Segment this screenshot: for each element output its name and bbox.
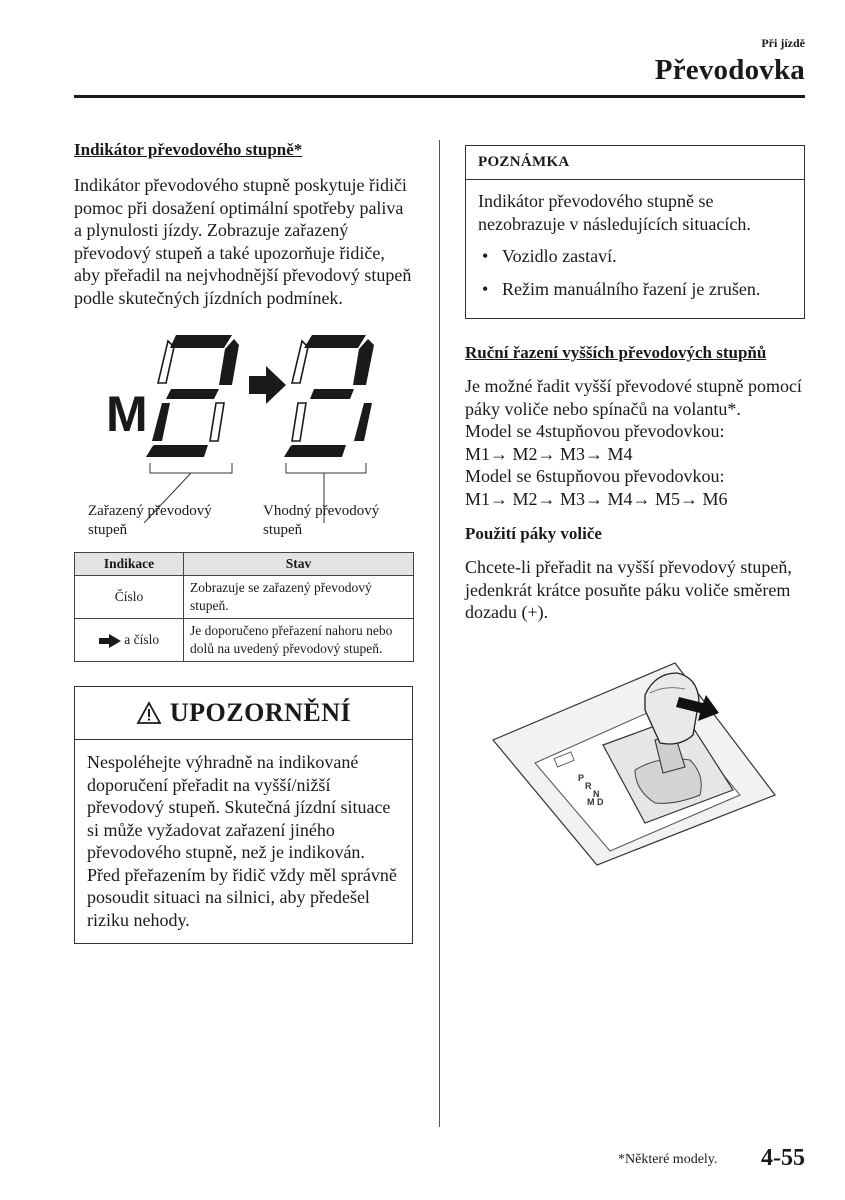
indicator-text: Indikátor převodového stupně poskytuje řidiči pomoc při dosažení optimální spotřeby paliva a plynulosti jízdy. Zobrazuje zařazený převodový stupeň a také upozorňuje řidiče, aby přeřadil na nejvhodnější převodový stupeň podle skutečných jízdních podmínek. <box>74 175 412 308</box>
section-label: Při jízdě <box>761 36 805 50</box>
note-bullets <box>478 245 792 300</box>
mode-letter: M <box>106 386 148 442</box>
table-row <box>75 576 414 619</box>
bracket-suggested <box>286 463 366 473</box>
table-cell-indication <box>75 619 184 662</box>
caption-current <box>88 502 212 540</box>
table-row <box>75 619 414 662</box>
manual-shift-text: Je možné řadit vyšší převodové stupně pomocí páky voliče nebo spínačů na volantu*. <box>465 376 802 419</box>
table-cell-state: Zobrazuje se zařazený převodový stupeň. <box>184 576 414 619</box>
indication-number-text: a číslo <box>124 632 160 647</box>
page-number: 4-55 <box>761 1145 805 1171</box>
caption-current-line1: Zařazený převodový <box>88 503 212 519</box>
list-item: • Režim manuálního řazení je zrušen. <box>478 278 792 301</box>
caption-suggested <box>263 502 379 540</box>
model4-sequence: M1→ M2→ M3→ M4 <box>465 443 633 464</box>
suggested-gear-digit <box>284 335 374 457</box>
warning-box <box>74 686 413 944</box>
indicator-heading: Indikátor převodového stupně* <box>74 140 303 159</box>
model6-sequence: M1→ M2→ M3→ M4→ M5→ M6 <box>465 488 728 509</box>
caption-current-line2: stupeň <box>88 522 128 538</box>
model6-label: Model se 6stupňovou převodovkou: <box>465 466 725 486</box>
indicator-table <box>74 552 414 662</box>
title-rule <box>74 95 805 98</box>
manual-shift-heading: Ruční řazení vyšších převodových stupňů <box>465 343 767 362</box>
bracket-current <box>150 463 232 473</box>
gear-indicator-figure <box>74 323 414 528</box>
right-column <box>465 145 805 624</box>
note-box <box>465 145 805 319</box>
table-header-state: Stav <box>184 553 414 576</box>
note-body <box>466 180 804 318</box>
figure-captions <box>74 502 414 546</box>
caption-suggested-line2: stupeň <box>263 522 303 538</box>
page-title: Převodovka <box>654 54 805 86</box>
gate-label-d: D <box>597 797 604 807</box>
footnote: *Některé modely. <box>618 1152 718 1167</box>
table-cell-state: Je doporučeno přeřazení nahoru nebo dolů na uvedený převodový stupeň. <box>184 619 414 662</box>
shift-lever-illustration <box>485 655 785 875</box>
gate-label-r: R <box>585 781 592 791</box>
gate-label-n: N <box>593 789 600 799</box>
warning-title: UPOZORNĚNÍ <box>169 698 352 727</box>
gate-label-p: P <box>578 773 585 783</box>
note-text: Indikátor převodového stupně se nezobrazuje v následujících situacích. <box>478 191 751 234</box>
table-cell-indication: Číslo <box>75 576 184 619</box>
list-item: • Vozidlo zastaví. <box>478 245 792 268</box>
note-title: POZNÁMKA <box>466 146 804 180</box>
warning-text: Nespoléhejte výhradně na indikované doporučení přeřadit na vyšší/nižší převodový stupeň. Skutečná jízdní situace si může vyžadovat zařazení jiného převodového stupně, než je indikován. Před přeřazením by řidič vždy měl správně posoudit situaci na silnici, aby předešel riziku nehody. <box>87 752 397 930</box>
warning-header <box>75 687 412 740</box>
current-gear-digit <box>146 335 239 457</box>
gear-indicator-illustration <box>74 323 414 528</box>
upshift-arrow <box>249 366 286 404</box>
model4-label: Model se 4stupňovou převodovkou: <box>465 421 725 441</box>
arrow-icon <box>99 634 121 648</box>
left-column <box>74 140 414 944</box>
lever-text: Chcete-li přeřadit na vyšší převodový stupeň, jedenkrát krátce posuňte páku voliče směrem dozadu (+). <box>465 557 792 622</box>
column-divider <box>439 140 440 1127</box>
warning-triangle-icon <box>136 701 162 725</box>
table-header-indication: Indikace <box>75 553 184 576</box>
caption-suggested-line1: Vhodný převodový <box>263 503 380 519</box>
gate-label-m: M <box>587 797 595 807</box>
lever-heading: Použití páky voliče <box>465 524 602 543</box>
